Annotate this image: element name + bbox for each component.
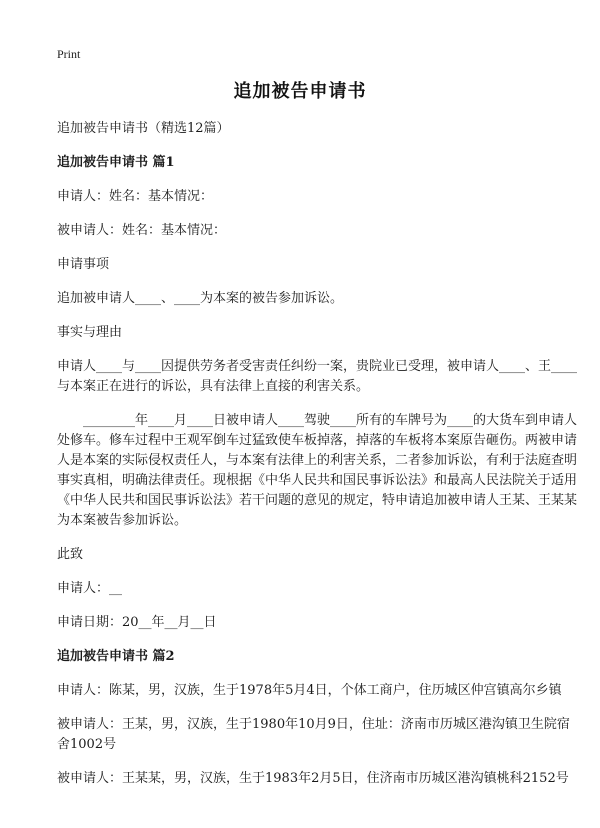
section-1-facts-heading: 事实与理由 — [57, 325, 123, 340]
section-1-facts-para-2: ________年____月____日被申请人____驾驶____所有的车牌号为____的大货车到申请人处修车。修车过程中王观军倒车过猛致使车板掉落，掉落的车板将本案原告砸伤。两被申请人是本案的实际侵权责任人，与本案有法律上的利害关系，二者参加诉讼，有利于法庭查明事实真相，明确法律责任。现根据《中华人民共和国民事诉讼法》和最高人民法院关于适用《中华人民共和国民事诉讼法》若干问题的意见的规定，特申请追加被申请人王某、王某某为本案被告参加诉讼。 — [57, 413, 578, 528]
section-1-closing: 此致 — [57, 547, 84, 562]
section-1-matters: 追加被申请人____、____为本案的被告参加诉讼。 — [57, 291, 344, 306]
section-1-respondent: 被申请人：姓名：基本情况： — [57, 223, 227, 238]
section-2-respondent-2: 被申请人：王某某，男，汉族，生于1983年2月5日，住济南市历城区港沟镇桃科2152号 — [57, 771, 569, 786]
section-2-heading: 追加被告申请书 篇2 — [57, 649, 175, 664]
section-1-facts-para-1: 申请人____与____因提供劳务者受害责任纠纷一案，贵院业已受理，被申请人____、王____与本案正在进行的诉讼，具有法律上直接的利害关系。 — [57, 359, 578, 394]
section-1-heading: 追加被告申请书 篇1 — [57, 155, 175, 170]
section-1-applicant: 申请人：姓名：基本情况： — [57, 189, 214, 204]
section-1-date: 申请日期：20__年__月__日 — [57, 615, 217, 630]
section-1-matters-heading: 申请事项 — [57, 257, 110, 272]
section-2-respondent-1: 被申请人：王某，男，汉族，生于1980年10月9日，住址：济南市历城区港沟镇卫生院宿舍1002号 — [57, 717, 570, 752]
section-2-applicant: 申请人：陈某，男，汉族，生于1978年5月4日，个体工商户，住历城区仲宫镇高尔乡镇 — [57, 683, 562, 698]
document-subtitle: 追加被告申请书（精选12篇） — [57, 121, 230, 136]
print-label: Print — [57, 47, 81, 61]
document-body — [57, 119, 577, 803]
section-1-signature: 申请人：__ — [57, 581, 123, 596]
document-title: 追加被告申请书 — [233, 81, 367, 102]
